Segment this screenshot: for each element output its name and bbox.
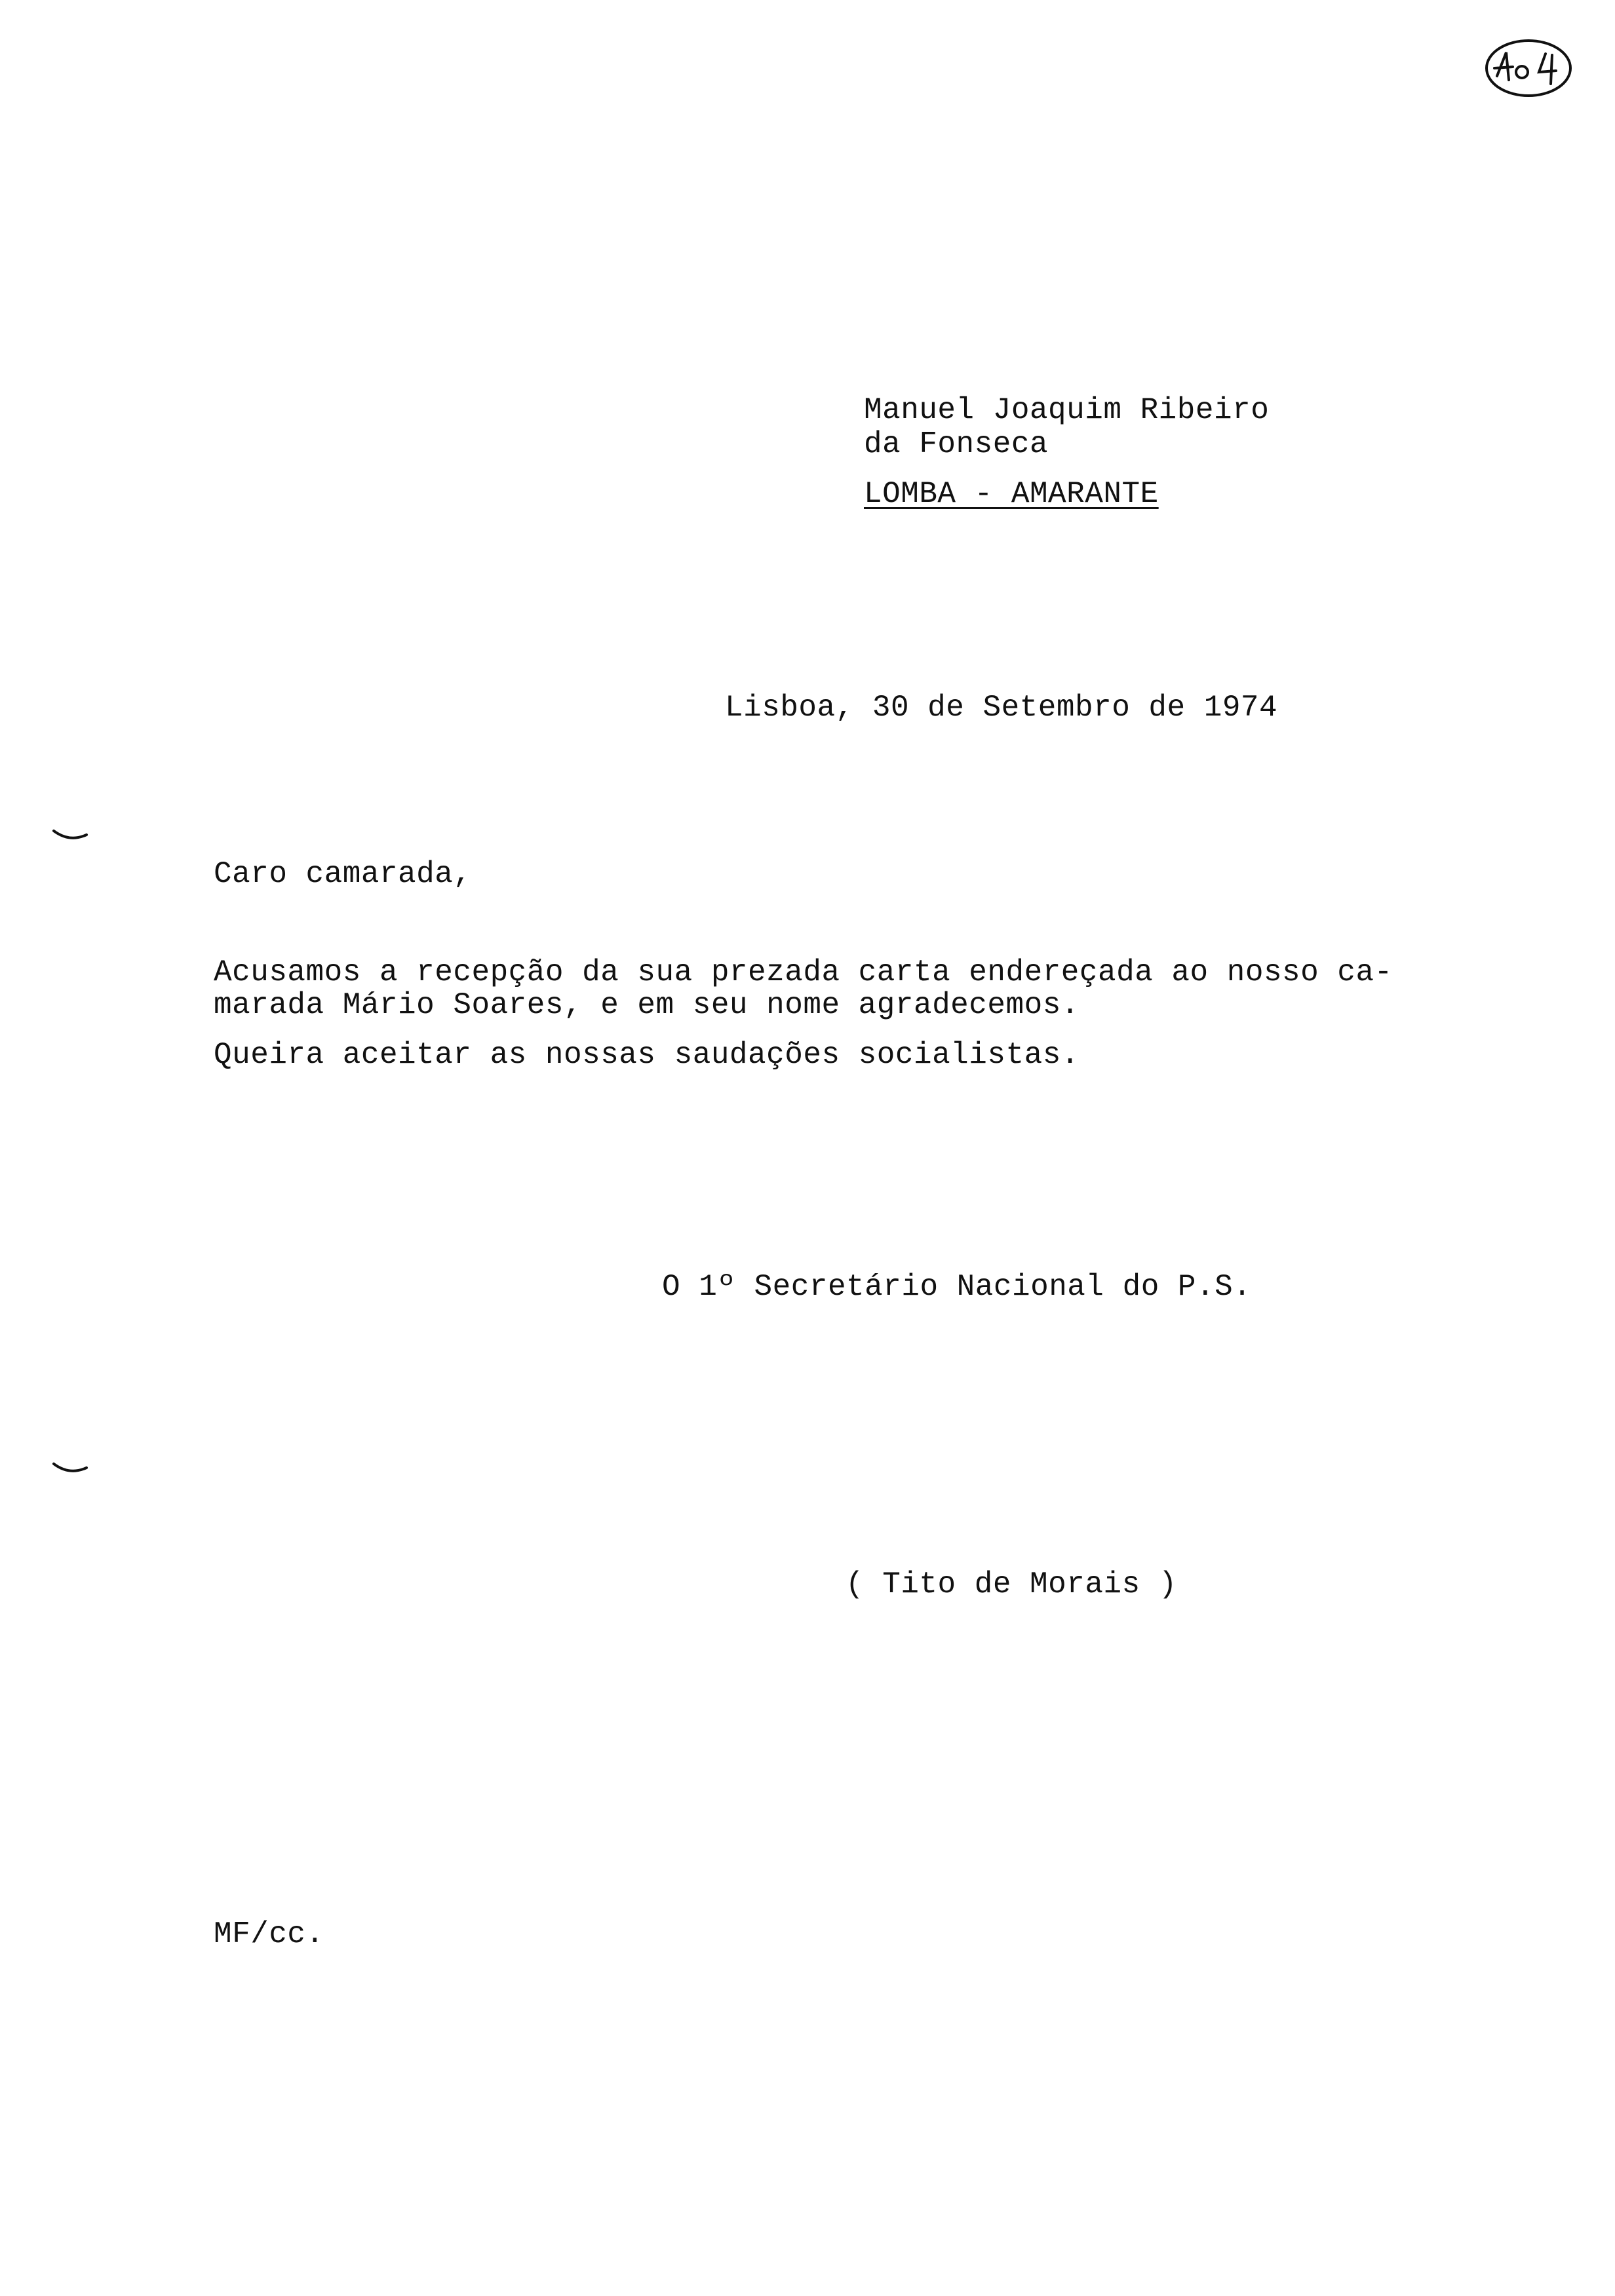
body-line-1: Acusamos a recepção da sua prezada carta endereçada ao nosso ca-: [214, 955, 1393, 989]
salutation: Caro camarada,: [214, 857, 472, 891]
recipient-place: LOMBA - AMARANTE: [864, 477, 1159, 511]
recipient-name-line2: da Fonseca: [864, 427, 1049, 461]
reference-initials: MF/cc.: [214, 1917, 324, 1951]
left-margin-mark-upper: [51, 827, 90, 847]
body-line-2: marada Mário Soares, e em seu nome agradecemos.: [214, 988, 1080, 1022]
left-margin-mark-lower: [51, 1460, 90, 1480]
archive-number-mark: [1483, 35, 1574, 101]
date-line: Lisboa, 30 de Setembro de 1974: [725, 691, 1278, 725]
body-line-3: Queira aceitar as nossas saudações socialistas.: [214, 1038, 1080, 1072]
signatory-name: ( Tito de Morais ): [846, 1567, 1177, 1601]
signatory-title: O 1º Secretário Nacional do P.S.: [662, 1270, 1252, 1304]
recipient-name-line1: Manuel Joaquim Ribeiro: [864, 393, 1270, 427]
